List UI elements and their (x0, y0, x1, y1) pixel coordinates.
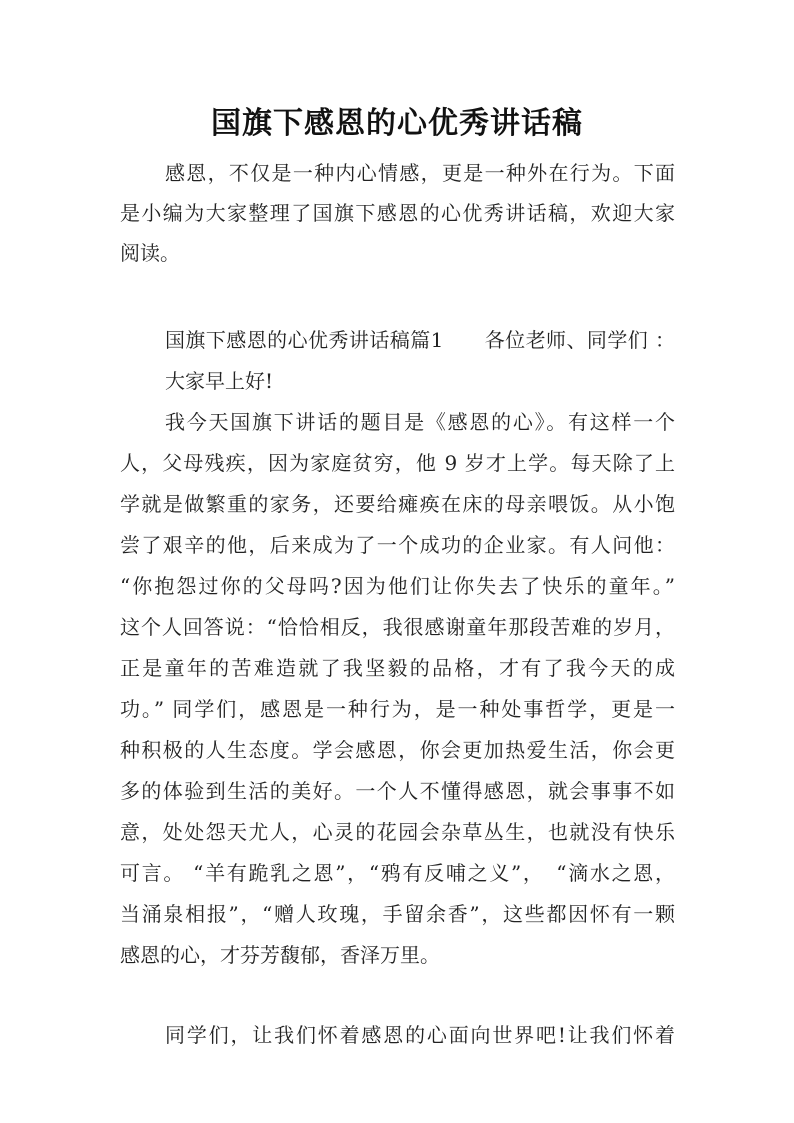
text-line: 感恩，不仅是一种内心情感，更是一种外在行为。下面 (165, 161, 675, 185)
text-line: “你抱怨过你的父母吗?因为他们让你失去了快乐的童年。” (120, 574, 675, 598)
section-heading: 国旗下感恩的心优秀讲话稿篇1 各位老师、同学们 ： (165, 328, 675, 352)
text-line: 学就是做繁重的家务，还要给瘫痪在床的母亲喂饭。从小饱 (120, 492, 675, 516)
text-line: 是小编为大家整理了国旗下感恩的心优秀讲话稿，欢迎大家 (120, 201, 675, 225)
text-line: 大家早上好! (165, 369, 274, 393)
text-line: 尝了艰辛的他，后来成为了一个成功的企业家。有人问他： (120, 533, 675, 557)
text-line: 我今天国旗下讲话的题目是《感恩的心》。有这样一个 (165, 410, 675, 434)
text-line: 正是童年的苦难造就了我坚毅的品格，才有了我今天的成 (120, 656, 675, 680)
text-line: 感恩的心，才芬芳馥郁，香泽万里。 (120, 943, 440, 967)
text-line: 种积极的人生态度。学会感恩，你会更加热爱生活，你会更 (120, 738, 675, 762)
text-line: 阅读。 (120, 241, 180, 265)
text-line: 意，处处怨天尤人，心灵的花园会杂草丛生，也就没有快乐 (120, 820, 675, 844)
text-line: 多的体验到生活的美好。一个人不懂得感恩，就会事事不如 (120, 779, 675, 803)
text-line: 可言。 “羊有跪乳之恩”，“鸦有反哺之义”， “滴水之恩， (120, 861, 675, 885)
text-line: 人，父母残疾，因为家庭贫穷，他 9 岁才上学。每天除了上 (120, 451, 675, 475)
text-line: 这个人回答说：“恰恰相反，我很感谢童年那段苦难的岁月， (120, 615, 675, 639)
text-line: 同学们，让我们怀着感恩的心面向世界吧!让我们怀着 (165, 1023, 675, 1047)
document-title: 国旗下感恩的心优秀讲话稿 (211, 106, 583, 141)
text-line: 当涌泉相报”，“赠人玫瑰，手留余香”，这些都因怀有一颗 (120, 902, 675, 926)
text-line: 功。” 同学们，感恩是一种行为，是一种处事哲学，更是一 (120, 697, 675, 721)
